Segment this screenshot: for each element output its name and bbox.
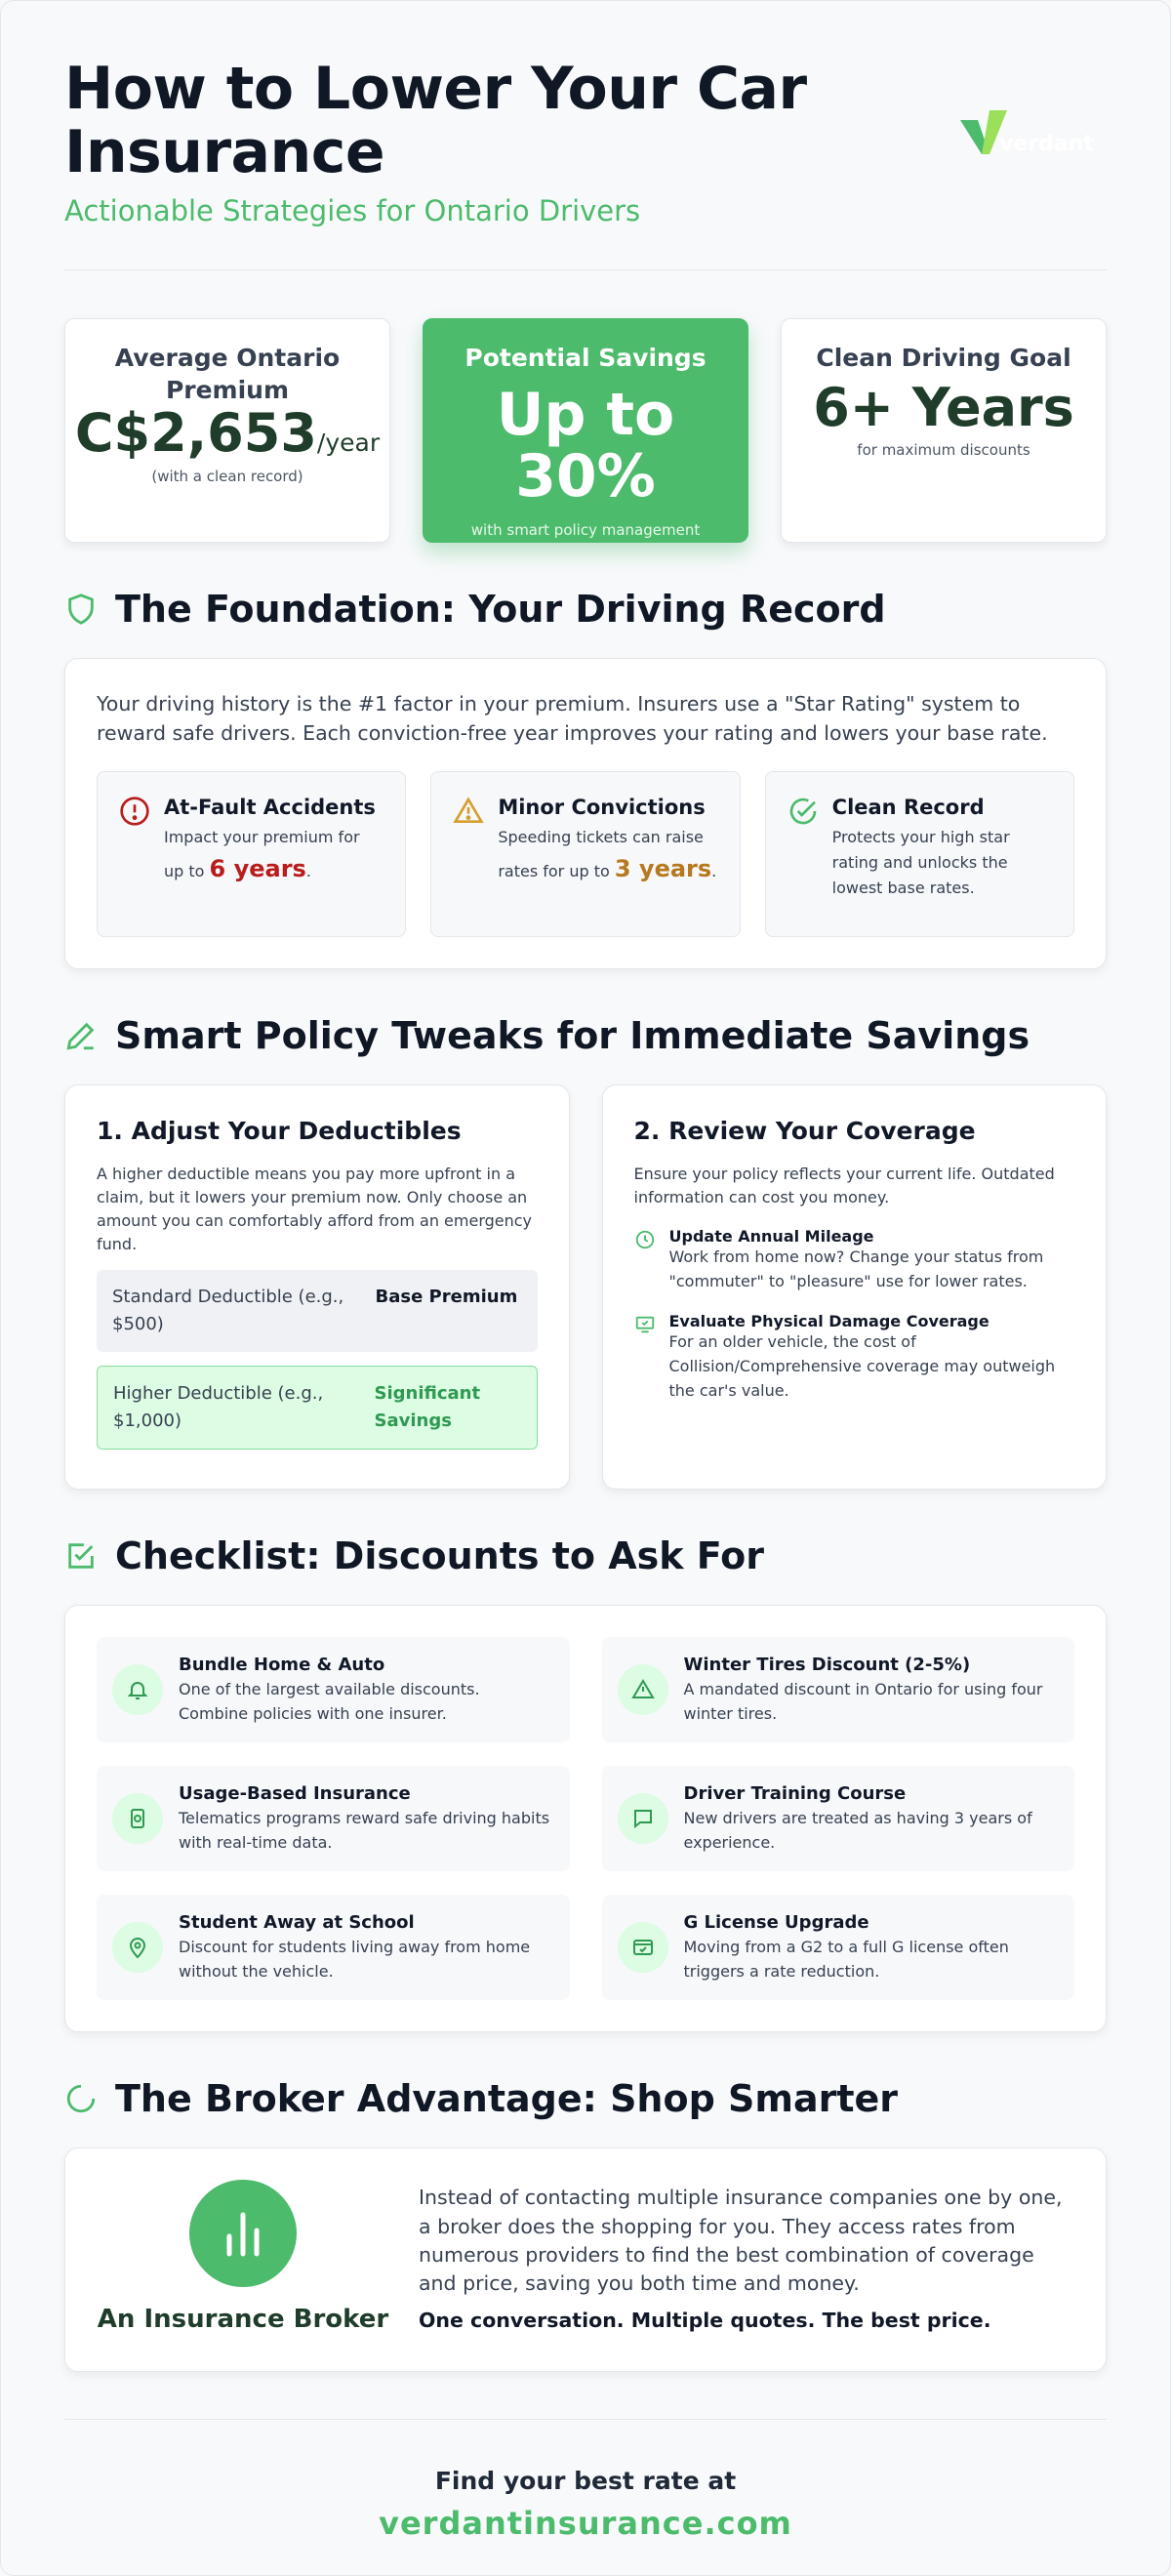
alert-circle-icon bbox=[119, 796, 150, 827]
footer-line: Find your best rate at bbox=[434, 2467, 737, 2496]
stats-row bbox=[64, 318, 1107, 543]
coverage-item-physical-damage bbox=[634, 1312, 1075, 1403]
screen-check-icon bbox=[634, 1314, 656, 1335]
discount-student bbox=[97, 1895, 570, 2000]
discount-desc: Telematics programs reward safe driving habits with real-time data. bbox=[179, 1809, 550, 1853]
discount-title: Winter Tires Discount (2-5%) bbox=[683, 1655, 971, 1676]
discount-usage-based bbox=[97, 1766, 570, 1871]
stat-label: Potential Savings bbox=[464, 344, 707, 372]
section-heading-foundation bbox=[64, 588, 1107, 631]
checkbox-icon bbox=[64, 1539, 98, 1573]
foundation-intro: Your driving history is the #1 factor in your premium. Insurers use a "Star Rating" system to reward safe drivers. Each conviction-free year improves your rating and lowers your base rate. bbox=[97, 692, 1048, 745]
section-title: Smart Policy Tweaks for Immediate Savings bbox=[115, 1014, 1030, 1058]
stat-note: for maximum discounts bbox=[857, 441, 1030, 460]
stat-card-premium bbox=[64, 318, 390, 543]
section-title: The Foundation: Your Driving Record bbox=[115, 588, 886, 631]
discount-desc: Moving from a G2 to a full G license often triggers a rate reduction. bbox=[683, 1938, 1009, 1982]
discount-title: G License Upgrade bbox=[683, 1912, 869, 1934]
id-card-icon bbox=[618, 1922, 668, 1973]
factor-desc-end: . bbox=[711, 862, 717, 881]
coverage-item-mileage bbox=[634, 1227, 1075, 1294]
broker-text: Instead of contacting multiple insurance companies one by one, a broker does the shopping for you. They access rates from numerous providers to find the best combination of coverage and price, saving you both time and money. bbox=[419, 2186, 1063, 2296]
stat-label: Clean Driving Goal bbox=[816, 344, 1071, 372]
deductible-label: Higher Deductible (e.g., $1,000) bbox=[113, 1383, 324, 1432]
deductible-row-higher bbox=[97, 1366, 538, 1450]
discount-desc: A mandated discount in Ontario for using four winter tires. bbox=[683, 1680, 1043, 1724]
discount-title: Usage-Based Insurance bbox=[179, 1783, 411, 1805]
stat-label: Average Ontario Premium bbox=[114, 344, 341, 404]
footer-url-link[interactable]: verdantinsurance.com bbox=[379, 2505, 792, 2543]
deductible-label: Standard Deductible (e.g., $500) bbox=[112, 1287, 344, 1335]
factor-clean-record bbox=[765, 771, 1074, 937]
discount-g-license bbox=[602, 1895, 1075, 2000]
header bbox=[64, 1, 1107, 270]
tweak-desc: Ensure your policy reflects your current life. Outdated information can cost you money. bbox=[633, 1165, 1055, 1207]
deductible-result: Base Premium bbox=[375, 1287, 518, 1308]
tweaks-row bbox=[64, 1084, 1107, 1490]
deductibles-card bbox=[64, 1084, 570, 1490]
warning-icon bbox=[618, 1664, 668, 1715]
broker-card bbox=[64, 2147, 1107, 2372]
stat-value-unit: /year bbox=[316, 429, 381, 457]
stat-card-clean-driving bbox=[781, 318, 1107, 543]
stat-value-number: C$2,653 bbox=[74, 402, 317, 464]
broker-badge bbox=[97, 2180, 389, 2340]
factor-desc bbox=[164, 825, 384, 887]
page-subtitle: Actionable Strategies for Ontario Drivers bbox=[64, 193, 641, 227]
stat-value: Up to 30% bbox=[496, 380, 675, 511]
factors-row bbox=[97, 771, 1074, 937]
discount-title: Bundle Home & Auto bbox=[179, 1655, 385, 1676]
coverage-item-desc: For an older vehicle, the cost of Collision/Comprehensive coverage may outweigh the car's value. bbox=[668, 1332, 1056, 1400]
coverage-item-title: Update Annual Mileage bbox=[668, 1227, 874, 1247]
shield-icon bbox=[64, 593, 98, 626]
factor-desc-end: . bbox=[305, 862, 311, 881]
chat-icon bbox=[618, 1793, 668, 1844]
discount-bundle bbox=[97, 1637, 570, 1742]
page-title: How to Lower Your Car Insurance bbox=[64, 55, 807, 186]
discount-title: Driver Training Course bbox=[683, 1783, 907, 1805]
factor-highlight: 3 years bbox=[614, 855, 712, 883]
coverage-item-title: Evaluate Physical Damage Coverage bbox=[668, 1312, 989, 1331]
section-heading-tweaks bbox=[64, 1014, 1107, 1057]
factor-desc-text: Speeding tickets can raise rates for up to bbox=[498, 828, 704, 881]
stat-note: with smart policy management bbox=[470, 520, 701, 539]
check-circle-icon bbox=[787, 796, 819, 827]
discount-desc: One of the largest available discounts. Combine policies with one insurer. bbox=[179, 1680, 480, 1724]
broker-tagline: One conversation. Multiple quotes. The best price. bbox=[419, 2308, 991, 2332]
factor-title: Minor Convictions bbox=[498, 796, 706, 820]
deductible-row-standard bbox=[97, 1270, 538, 1352]
discount-desc: Discount for students living away from home without the vehicle. bbox=[179, 1938, 531, 1982]
stat-value bbox=[65, 402, 389, 464]
discount-desc: New drivers are treated as having 3 years of experience. bbox=[683, 1809, 1032, 1853]
tweak-title: 1. Adjust Your Deductibles bbox=[97, 1117, 462, 1146]
pencil-icon bbox=[64, 1019, 98, 1052]
location-icon bbox=[112, 1922, 163, 1973]
factor-desc bbox=[498, 825, 717, 887]
factor-highlight: 6 years bbox=[209, 855, 306, 883]
stat-card-savings bbox=[423, 318, 748, 543]
device-icon bbox=[112, 1793, 163, 1844]
tweak-desc: A higher deductible means you pay more upfront in a claim, but it lowers your premium now. Only choose an amount you can comfortably afford from an emergency fund. bbox=[97, 1165, 533, 1254]
factor-desc: Protects your high star rating and unlocks the lowest base rates. bbox=[831, 828, 1010, 897]
discounts-card bbox=[64, 1605, 1107, 2032]
bell-icon bbox=[112, 1664, 163, 1715]
broker-name: An Insurance Broker bbox=[97, 2305, 389, 2335]
section-title: The Broker Advantage: Shop Smarter bbox=[115, 2077, 899, 2121]
factor-at-fault-accidents bbox=[97, 771, 406, 937]
refresh-icon bbox=[64, 2082, 98, 2115]
section-heading-discounts bbox=[64, 1534, 1107, 1577]
clock-icon bbox=[634, 1229, 656, 1250]
logo-text: verdant bbox=[999, 132, 1094, 156]
stat-value: 6+ Years bbox=[813, 376, 1074, 438]
discount-winter-tires bbox=[602, 1637, 1075, 1742]
bar-chart-icon bbox=[189, 2180, 297, 2287]
factor-minor-convictions bbox=[430, 771, 740, 937]
coverage-item-desc: Work from home now? Change your status from "commuter" to "pleasure" use for lower rates. bbox=[668, 1247, 1044, 1291]
discount-title: Student Away at School bbox=[179, 1912, 415, 1934]
footer bbox=[64, 2419, 1107, 2542]
foundation-card bbox=[64, 658, 1107, 969]
deductible-result: Significant Savings bbox=[374, 1383, 481, 1432]
warning-triangle-icon bbox=[453, 796, 484, 827]
stat-note: (with a clean record) bbox=[151, 467, 303, 485]
brand-logo bbox=[960, 110, 1094, 179]
coverage-card bbox=[602, 1084, 1108, 1490]
section-title: Checklist: Discounts to Ask For bbox=[115, 1534, 764, 1578]
factor-title: At-Fault Accidents bbox=[164, 796, 376, 820]
broker-description bbox=[419, 2180, 1074, 2340]
factor-desc-text: Impact your premium for up to bbox=[164, 828, 360, 881]
tweak-title: 2. Review Your Coverage bbox=[633, 1117, 976, 1146]
section-heading-broker bbox=[64, 2077, 1107, 2120]
discount-driver-training bbox=[602, 1766, 1075, 1871]
factor-title: Clean Record bbox=[831, 796, 985, 820]
